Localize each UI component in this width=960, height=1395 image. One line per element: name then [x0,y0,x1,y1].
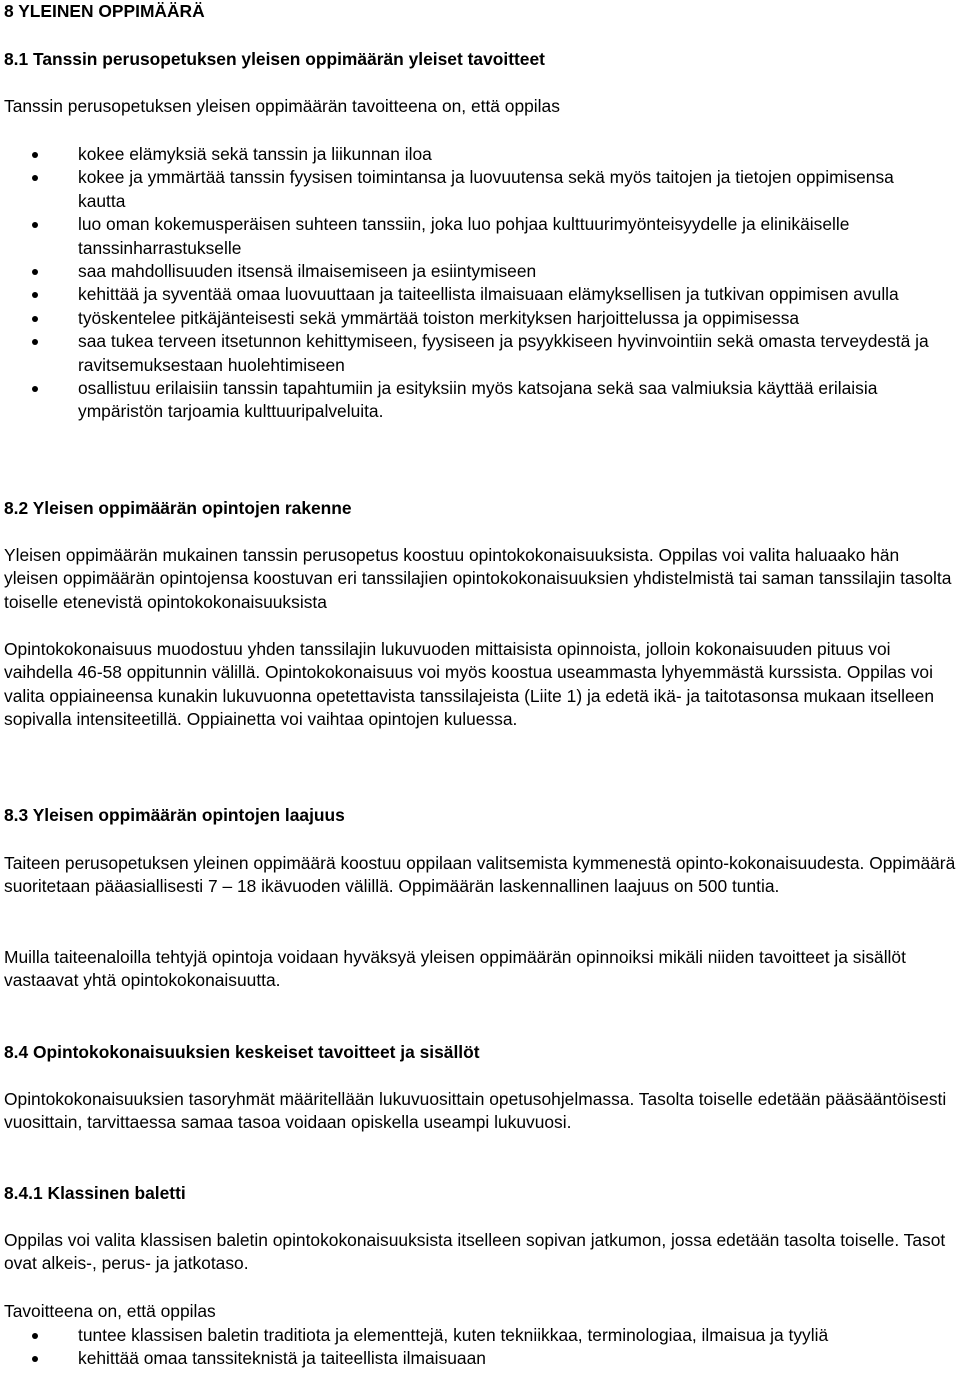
list-item: työskentelee pitkäjänteisesti sekä ymmärtää toiston merkityksen harjoittelussa ja oppimisessa [4,307,936,330]
goals-list-8-4-1 [4,1324,936,1371]
paragraph-8-2-b: Opintokokonaisuus muodostuu yhden tanssilajin lukuvuoden mittaisista opinnoista, jolloin kokonaisuuden pituus voi vaihdella 46-58 oppitunnin välillä. Opintokokonaisuus voi myös koostua useammasta lyhyemmästä kurssista. Oppilas voi valita oppiaineensa kunakin lukuvuonna opetettavista tanssilajeista (Liite 1) ja edetä ikä- ja taitotasonsa mukaan itselleen sopivalla intensiteetillä. Oppiainetta voi vaihtaa opintojen kuluessa. [4,639,935,730]
paragraph-8-3-a: Taiteen perusopetuksen yleinen oppimäärä koostuu oppilaan valitsemista kymmenestä opinto-kokonaisuudesta. Oppimäärä suoritetaan pääasiallisesti 7 – 18 ikävuoden välillä. Oppimäärän laskennallinen laajuus on 500 tuntia. [4,853,956,897]
bullet-icon [32,292,38,298]
heading-8-3: 8.3 Yleisen oppimäärän opintojen laajuus [4,805,345,825]
bullet-icon [32,152,38,158]
heading-8-4-1: 8.4.1 Klassinen baletti [4,1183,186,1203]
heading-8-2: 8.2 Yleisen oppimäärän opintojen rakenne [4,498,352,518]
heading-8-4: 8.4 Opintokokonaisuuksien keskeiset tavoitteet ja sisällöt [4,1042,480,1062]
intro-8-4-1: Tavoitteena on, että oppilas [4,1301,216,1321]
list-item: luo oman kokemusperäisen suhteen tanssiin, joka luo pohjaa kulttuurimyönteisyydelle ja elinikäiselle tanssinharrastukselle [4,213,936,260]
list-item: kokee elämyksiä sekä tanssin ja liikunnan iloa [4,143,936,166]
paragraph-8-3-b: Muilla taiteenaloilla tehtyjä opintoja voidaan hyväksyä yleisen oppimäärän opinnoiksi mikäli niiden tavoitteet ja sisällöt vastaavat yhtä opintokokonaisuutta. [4,947,906,991]
list-item: tuntee klassisen baletin traditiota ja elementtejä, kuten tekniikkaa, terminologiaa, ilmaisua ja tyyliä [4,1324,936,1347]
bullet-icon [32,269,38,275]
bullet-icon [32,175,38,181]
bullet-icon [32,316,38,322]
list-item: saa mahdollisuuden itsensä ilmaisemiseen ja esiintymiseen [4,260,936,283]
paragraph-8-4-1: Oppilas voi valita klassisen baletin opintokokonaisuuksista itselleen sopivan jatkumon, jossa edetään tasolta toiselle. Tasot ovat alkeis-, perus- ja jatkotaso. [4,1230,946,1274]
list-item: kokee ja ymmärtää tanssin fyysisen toimintansa ja luovuutensa sekä myös taitojen ja tietojen oppimisensa kautta [4,166,936,213]
bullet-icon [32,339,38,345]
list-item: saa tukea terveen itsetunnon kehittymiseen, fyysiseen ja psyykkiseen hyvinvointiin sekä omasta terveydestä ja ravitsemuksestaan huolehtimiseen [4,330,936,377]
heading-8: 8 YLEINEN OPPIMÄÄRÄ [4,1,205,21]
bullet-icon [32,1333,38,1339]
intro-8-1: Tanssin perusopetuksen yleisen oppimäärän tavoitteena on, että oppilas [4,96,560,116]
paragraph-8-2-a: Yleisen oppimäärän mukainen tanssin perusopetus koostuu opintokokonaisuuksista. Oppilas voi valita haluaako hän yleisen oppimäärän opintojensa koostuvan eri tanssilajien opintokokonaisuuksien yhdistelmistä tai saman tanssilajin tasolta toiselle etenevistä opintokokonaisuuksista [4,545,952,612]
list-item: kehittää ja syventää omaa luovuuttaan ja taiteellista ilmaisuaan elämyksellisen ja tutkivan oppimisen avulla [4,283,936,306]
list-item: osallistuu erilaisiin tanssin tapahtumiin ja esityksiin myös katsojana sekä saa valmiuksia käyttää erilaisia ympäristön tarjoamia kulttuuripalveluita. [4,377,936,424]
list-item: kehittää omaa tanssiteknistä ja taiteellista ilmaisuaan [4,1347,936,1370]
bullet-icon [32,222,38,228]
bullet-icon [32,386,38,392]
paragraph-8-4: Opintokokonaisuuksien tasoryhmät määritellään lukuvuosittain opetusohjelmassa. Tasolta toiselle edetään pääsääntöisesti vuosittain, tarvittaessa samaa tasoa voidaan opiskella useampi lukuvuosi. [4,1089,947,1133]
goals-list [4,143,936,424]
heading-8-1: 8.1 Tanssin perusopetuksen yleisen oppimäärän yleiset tavoitteet [4,49,545,69]
bullet-icon [32,1356,38,1362]
